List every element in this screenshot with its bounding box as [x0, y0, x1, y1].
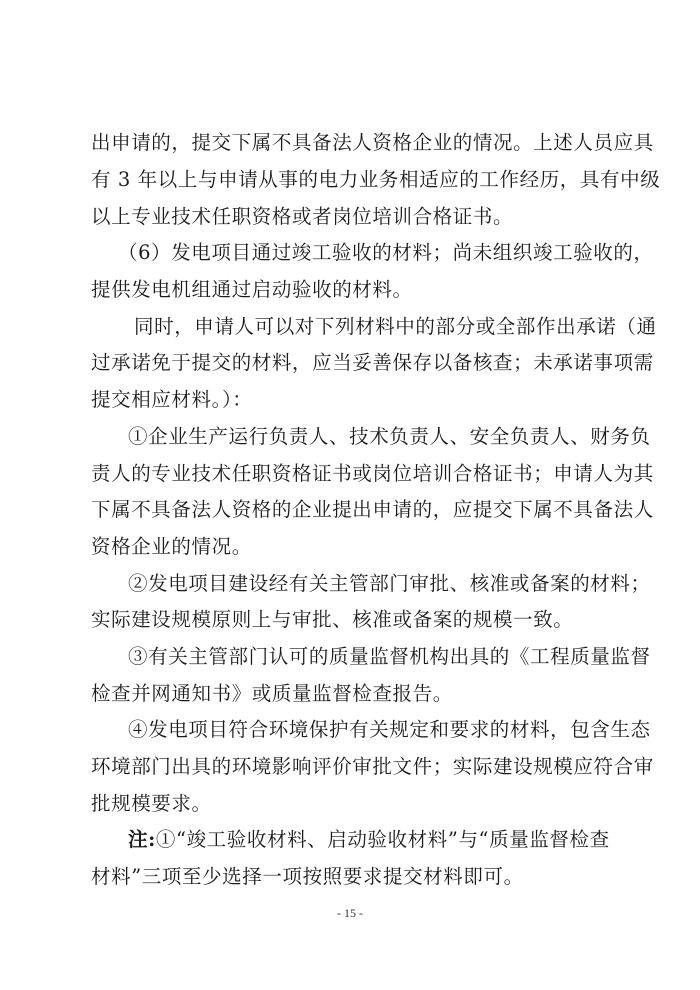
note-text-1: ①“竣工验收材料、启动验收材料”与“质量监督检查 [155, 828, 610, 851]
body-line-15: ③有关主管部门认可的质量监督机构出具的《工程质量监督 [128, 645, 651, 668]
body-line-12: 资格企业的情况。 [91, 535, 252, 558]
body-line-16: 检查并网通知书》或质量监督检查报告。 [91, 682, 453, 705]
body-line-8: 提交相应材料。）： [91, 388, 253, 411]
body-line-10: 责人的专业技术任职资格证书或岗位培训合格证书；申请人为其 [91, 462, 654, 485]
body-line-6: 同时，申请人可以对下列材料中的部分或全部作出承诺（通 [134, 315, 657, 338]
body-line-9: ①企业生产运行负责人、技术负责人、安全负责人、财务负 [128, 425, 651, 448]
note-line-2: 材料”三项至少选择一项按照要求提交材料即可。 [91, 865, 524, 888]
note-line-1 [128, 827, 610, 853]
note-label: 注: [128, 828, 156, 851]
body-line-19: 批规模要求。 [91, 792, 212, 815]
body-line-3: 以上专业技术任职资格或者岗位培训合格证书。 [91, 205, 514, 228]
body-line-7: 过承诺免于提交的材料，应当妥善保存以备核查；未承诺事项需 [91, 351, 654, 374]
body-line-13: ②发电项目建设经有关主管部门审批、核准或备案的材料； [128, 572, 651, 595]
body-line-17: ④发电项目符合环境保护有关规定和要求的材料，包含生态 [128, 718, 651, 741]
body-line-18: 环境部门出具的环境影响评价审批文件；实际建设规模应符合审 [91, 755, 654, 778]
body-line-5: 提供发电机组通过启动验收的材料。 [91, 278, 413, 301]
body-line-1: 出申请的，提交下属不具备法人资格企业的情况。上述人员应具 [91, 131, 654, 154]
page-number: - 15 - [337, 906, 363, 920]
body-line-14: 实际建设规模原则上与审批、核准或备案的规模一致。 [91, 608, 574, 631]
body-line-4: （6）发电项目通过竣工验收的材料；尚未组织竣工验收的， [118, 241, 654, 264]
body-line-11: 下属不具备法人资格的企业提出申请的，应提交下属不具备法人 [91, 498, 654, 521]
body-line-2: 有 3 年以上与申请从事的电力业务相适应的工作经历，具有中级 [91, 168, 661, 191]
